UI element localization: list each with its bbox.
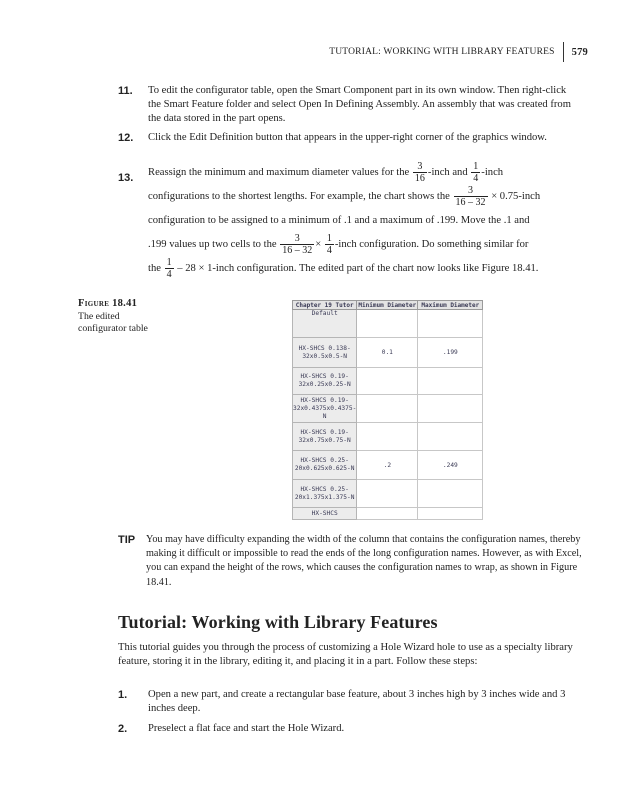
tutorial-step-1 — [118, 688, 580, 716]
tip-label: TIP — [118, 534, 136, 546]
max-diameter-cell[interactable] — [418, 423, 483, 451]
header-divider — [563, 42, 564, 62]
configurator-table — [292, 300, 483, 520]
config-name-cell[interactable]: HX-SHCS 0.138-32x0.5x0.5-N — [293, 338, 357, 368]
min-diameter-cell[interactable] — [357, 480, 418, 508]
figure-label: Figure 18.41 — [78, 298, 138, 309]
table-row — [293, 368, 483, 395]
fraction: $\frac{3}{16 - 32}$ — [282, 233, 313, 257]
fraction: $\frac{1}{4}$ — [473, 161, 479, 185]
config-name-cell[interactable]: HX-SHCS 0.19-32x0.25x0.25-N — [293, 368, 357, 395]
column-header[interactable]: Minimum Diameter — [358, 301, 417, 309]
figure-caption — [78, 298, 168, 336]
table-row — [293, 423, 483, 451]
running-title: TUTORIAL: WORKING WITH LIBRARY FEATURES — [329, 47, 555, 57]
page-number: 579 — [571, 46, 588, 58]
min-diameter-cell[interactable] — [357, 508, 418, 520]
fraction: $\frac{3}{16 - 32}$ — [455, 185, 486, 209]
step-number: 13. — [118, 172, 134, 184]
config-name-cell[interactable]: HX-SHCS 0.25-20x0.625x0.625-N — [293, 451, 357, 480]
section-intro: This tutorial guides you through the process of customizing a Hole Wizard hole to use as a specialty library feature, storing it in the library, editing it, and placing it in a part. Follow these steps: — [118, 642, 573, 668]
figure-caption-text: The edited configurator table — [78, 310, 148, 334]
tutorial-step-2 — [118, 722, 580, 736]
step-text: Reassign the minimum and maximum diameter values for the $\frac{3}{16}$ -inch and $\frac{1}{4}$ -inch configurations to the shortest lengths. For example, the chart shows the $\frac{3}{16 - 32}$ × 0.75-inch configuration to be assigned to a minimum of .1 and a maximum of .199. Move the .1 and .199 values up two cells to the $\frac{3}{16 - 32}$ × $\frac{1}{4}$ -inch configuration. Do something similar for the $\frac{1}{4}$ – 28 × 1-inch configuration. The edited part of the chart now looks like Figure 18.41. — [148, 161, 541, 281]
step-number: 12. — [118, 132, 134, 144]
step-11 — [118, 84, 580, 127]
min-diameter-cell[interactable]: .2 — [357, 451, 418, 480]
table-row — [293, 338, 483, 368]
column-header[interactable]: Maximum Diameter — [418, 301, 483, 310]
step-12 — [118, 131, 580, 145]
max-diameter-cell[interactable] — [418, 368, 483, 395]
step-number: 11. — [118, 85, 133, 97]
max-diameter-cell[interactable] — [418, 508, 483, 520]
table-row — [293, 480, 483, 508]
config-name-cell[interactable]: HX-SHCS 0.19-32x0.75x0.75-N — [293, 423, 357, 451]
tip-box — [118, 533, 588, 590]
fraction: $\frac{1}{4}$ — [166, 257, 172, 281]
min-diameter-cell[interactable] — [357, 423, 418, 451]
section-title: Tutorial: Working with Library Features — [118, 612, 438, 632]
step-text: Preselect a flat face and start the Hole Wizard. — [148, 723, 345, 734]
max-diameter-cell[interactable] — [418, 310, 483, 338]
config-name-cell[interactable]: HX-SHCS 0.19-32x0.4375x0.4375-N — [293, 395, 357, 423]
step-number: 2. — [118, 723, 128, 735]
max-diameter-cell[interactable] — [418, 480, 483, 508]
config-name-cell[interactable]: HX-SHCS 0.25-20x1.375x1.375-N — [293, 480, 357, 508]
table-row — [293, 508, 483, 520]
table-row — [293, 395, 483, 423]
step-number: 1. — [118, 689, 128, 701]
min-diameter-cell[interactable] — [357, 310, 418, 338]
step-text: Open a new part, and create a rectangular base feature, about 3 inches high by 3 inches wide and 3 inches deep. — [148, 689, 566, 715]
min-diameter-cell[interactable]: 0.1 — [357, 338, 418, 368]
step-13 — [118, 161, 580, 281]
step-text: Click the Edit Definition button that appears in the upper-right corner of the graphics window. — [148, 132, 547, 143]
column-header[interactable]: Chapter 19 Tutor — [293, 301, 357, 310]
fraction: $\frac{1}{4}$ — [326, 233, 332, 257]
fraction: $\frac{3}{16}$ — [414, 161, 425, 185]
config-name-cell[interactable]: Default — [293, 310, 357, 338]
max-diameter-cell[interactable]: .249 — [418, 451, 483, 480]
table-row — [293, 451, 483, 480]
min-diameter-cell[interactable] — [357, 395, 418, 423]
table-row — [293, 310, 483, 338]
tip-text: You may have difficulty expanding the width of the column that contains the configuration names, thereby making it difficult or impossible to read the ends of the long configuration names. However, as with Excel, you can expand the height of the rows, which causes the configuration names to wrap, as shown in Figure 18.41. — [146, 534, 582, 588]
max-diameter-cell[interactable] — [418, 395, 483, 423]
running-header — [329, 43, 588, 61]
min-diameter-cell[interactable] — [357, 368, 418, 395]
config-name-cell[interactable]: HX-SHCS — [293, 508, 357, 520]
max-diameter-cell[interactable]: .199 — [418, 338, 483, 368]
step-text-part: Reassign the minimum and maximum diameter values for the — [148, 167, 410, 178]
step-text: To edit the configurator table, open the Smart Component part in its own window. Then right-click the Smart Feature folder and select Open In Defining Assembly. An assembly that was created from the data stored in the part opens. — [148, 85, 571, 125]
